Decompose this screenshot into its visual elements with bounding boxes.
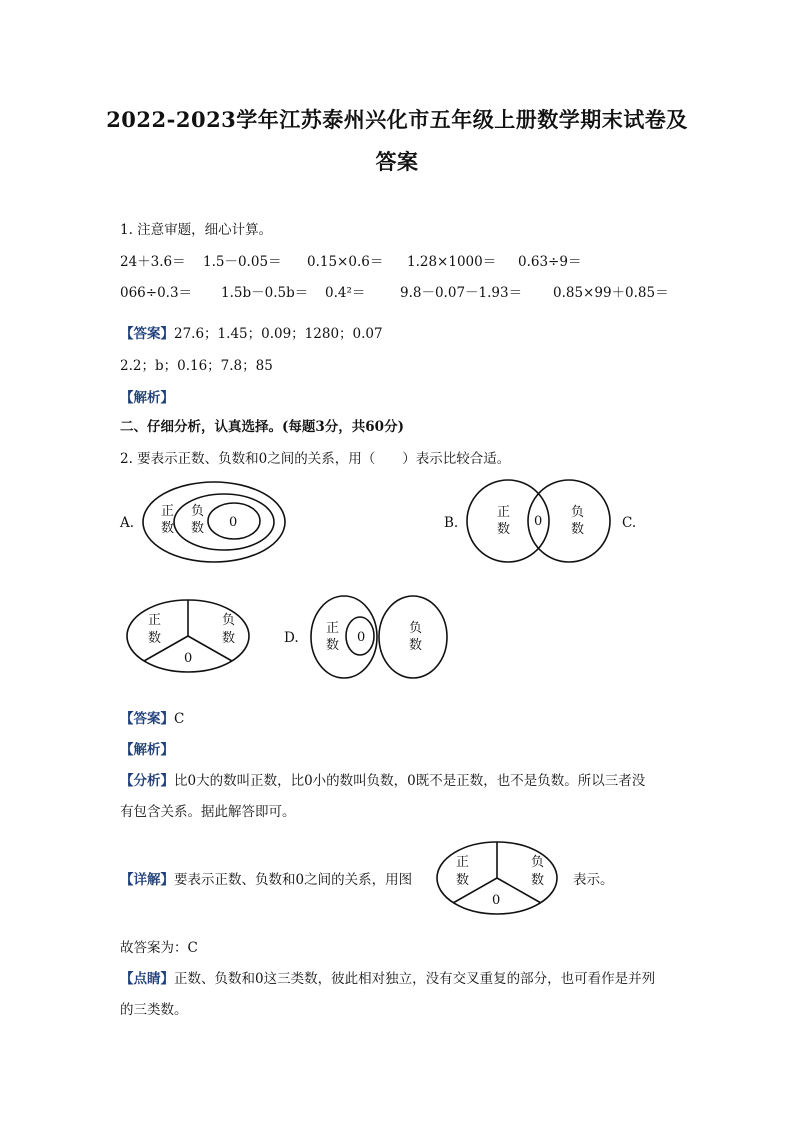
q1-item: 0.4²＝ — [325, 285, 366, 301]
q2-answer-value: C — [174, 711, 185, 727]
label-zero: 0 — [492, 893, 501, 908]
label-fu: 负 — [409, 621, 423, 636]
option-a-diagram — [140, 478, 290, 566]
label-shu: 数 — [571, 522, 585, 537]
xiangjie-tag: 【详解】 — [120, 872, 174, 888]
q1-item: 1.5－0.05＝ — [203, 254, 282, 270]
label-shu: 数 — [148, 631, 162, 646]
q1-item: 1.5b－0.5b＝ — [221, 285, 309, 301]
label-zheng: 正 — [148, 613, 162, 628]
q2-answer — [120, 707, 184, 727]
label-shu: 数 — [531, 873, 545, 888]
xiangjie-diagram — [434, 838, 562, 918]
option-a-label: A. — [120, 515, 135, 531]
q1-item: 1.28×1000＝ — [407, 254, 497, 270]
label-shu: 数 — [326, 638, 340, 653]
option-c-diagram — [124, 596, 254, 676]
option-c-label: C. — [622, 515, 637, 531]
xiangjie-text: 要表示正数、负数和0之间的关系，用图 — [174, 872, 413, 888]
q1-item: 0.15×0.6＝ — [307, 254, 384, 270]
dianjing-tag: 【点睛】 — [120, 971, 174, 987]
q1-row1 — [0, 250, 794, 270]
xiangjie-tail: 表示。 — [573, 872, 614, 888]
q1-item: 0.85×99＋0.85＝ — [553, 285, 669, 301]
label-zheng: 正 — [497, 505, 511, 520]
dianjing-text: 正数、负数和0这三类数，彼此相对独立，没有交叉重复的部分，也可看作是并列 — [174, 971, 656, 987]
label-shu: 数 — [161, 521, 175, 536]
label-shu: 数 — [456, 873, 470, 888]
label-shu: 数 — [222, 631, 236, 646]
q1-label: 1. 注意审题，细心计算。 — [120, 222, 273, 238]
label-zheng: 正 — [326, 621, 340, 636]
label-zero: 0 — [534, 514, 543, 529]
q2-xiangjie — [120, 868, 412, 888]
label-zheng: 正 — [456, 855, 470, 870]
answer-tag: 【答案】 — [120, 326, 174, 342]
label-fu: 负 — [222, 613, 236, 628]
q1-item: 066÷0.3＝ — [120, 285, 193, 301]
section2-heading: 二、仔细分析，认真选择。(每题3分，共60分) — [120, 419, 404, 435]
q1-answer-line2: 2.2；b；0.16；7.8；85 — [120, 358, 273, 374]
page-title-line2: 答案 — [375, 149, 419, 174]
q2-dianjing-line1 — [120, 967, 655, 987]
q1-item: 9.8－0.07－1.93＝ — [400, 285, 523, 301]
label-shu: 数 — [497, 522, 511, 537]
label-fu: 负 — [571, 505, 585, 520]
answer-tag: 【答案】 — [120, 711, 174, 727]
label-fu: 负 — [191, 504, 205, 519]
option-b-label: B. — [444, 515, 459, 531]
q1-answer-line1: 27.6；1.45；0.09；1280；0.07 — [174, 326, 383, 342]
page-title: 2022-2023学年江苏泰州兴化市五年级上册数学期末试卷及 — [106, 107, 688, 132]
option-b-diagram — [466, 476, 612, 568]
q2-fenxi-line2: 有包含关系。据此解答即可。 — [120, 804, 296, 820]
fenxi-text: 比0大的数叫正数，比0小的数叫负数，0既不是正数，也不是负数。所以三者没 — [174, 773, 646, 789]
q2-stem: 2. 要表示正数、负数和0之间的关系，用（ ）表示比较合适。 — [120, 451, 511, 467]
label-zero: 0 — [229, 515, 238, 530]
q2-conclusion: 故答案为：C — [120, 940, 198, 956]
label-fu: 负 — [531, 855, 545, 870]
q1-analysis-tag: 【解析】 — [120, 390, 174, 406]
fenxi-tag: 【分析】 — [120, 773, 174, 789]
label-zero: 0 — [357, 630, 366, 645]
label-zheng: 正 — [161, 504, 175, 519]
q1-item: 24＋3.6＝ — [120, 254, 186, 270]
option-d-diagram — [308, 592, 450, 682]
q1-row2 — [0, 281, 794, 301]
q2-dianjing-line2: 的三类数。 — [120, 1002, 188, 1018]
q1-item: 0.63÷9＝ — [518, 254, 582, 270]
option-d-label: D. — [284, 630, 299, 646]
q2-fenxi-line1 — [120, 769, 645, 789]
q2-analysis-tag: 【解析】 — [120, 742, 174, 758]
label-zero: 0 — [184, 651, 193, 666]
label-shu: 数 — [191, 521, 205, 536]
label-shu: 数 — [409, 638, 423, 653]
q1-answer — [120, 322, 383, 342]
